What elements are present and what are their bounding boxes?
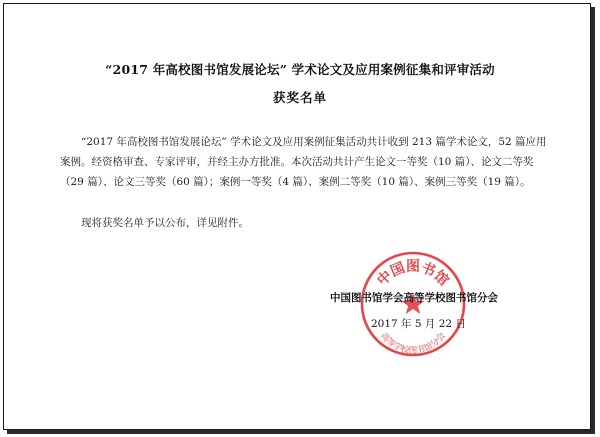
signature-date: 2017 年 5 月 22 日 [371,318,466,330]
seal-bottom-text: 高等学校图书馆分会 [378,330,448,356]
document-title: “2017 年高校图书馆发展论坛” 学术论文及应用案例征集和评审活动 [105,62,495,77]
body-paragraph-1: “2017 年高校图书馆发展论坛” 学术论文及应用案例征集活动共计收到 213 篇学术论文，52 篇应用案例。经资格审查、专家评审，并经主办方批准。本次活动共计产生论文一等奖（10 篇）、论文二等奖（29 篇）、论文三等奖（60 篇）；案例一等奖（4 篇）、案例二等奖（10 篇）、案例三等奖（19 篇）。 [60,136,547,188]
body-paragraph-2: 现将获奖名单予以公布，详见附件。 [81,217,249,229]
svg-text:中国图书馆 [374,258,453,289]
svg-text:高等学校图书馆分会 [378,330,448,356]
seal-top-text: 中国图书馆 [374,259,452,290]
document-subtitle: 获奖名单 [272,90,327,105]
signature-organization: 中国图书馆学会高等学校图书馆分会 [330,292,498,304]
